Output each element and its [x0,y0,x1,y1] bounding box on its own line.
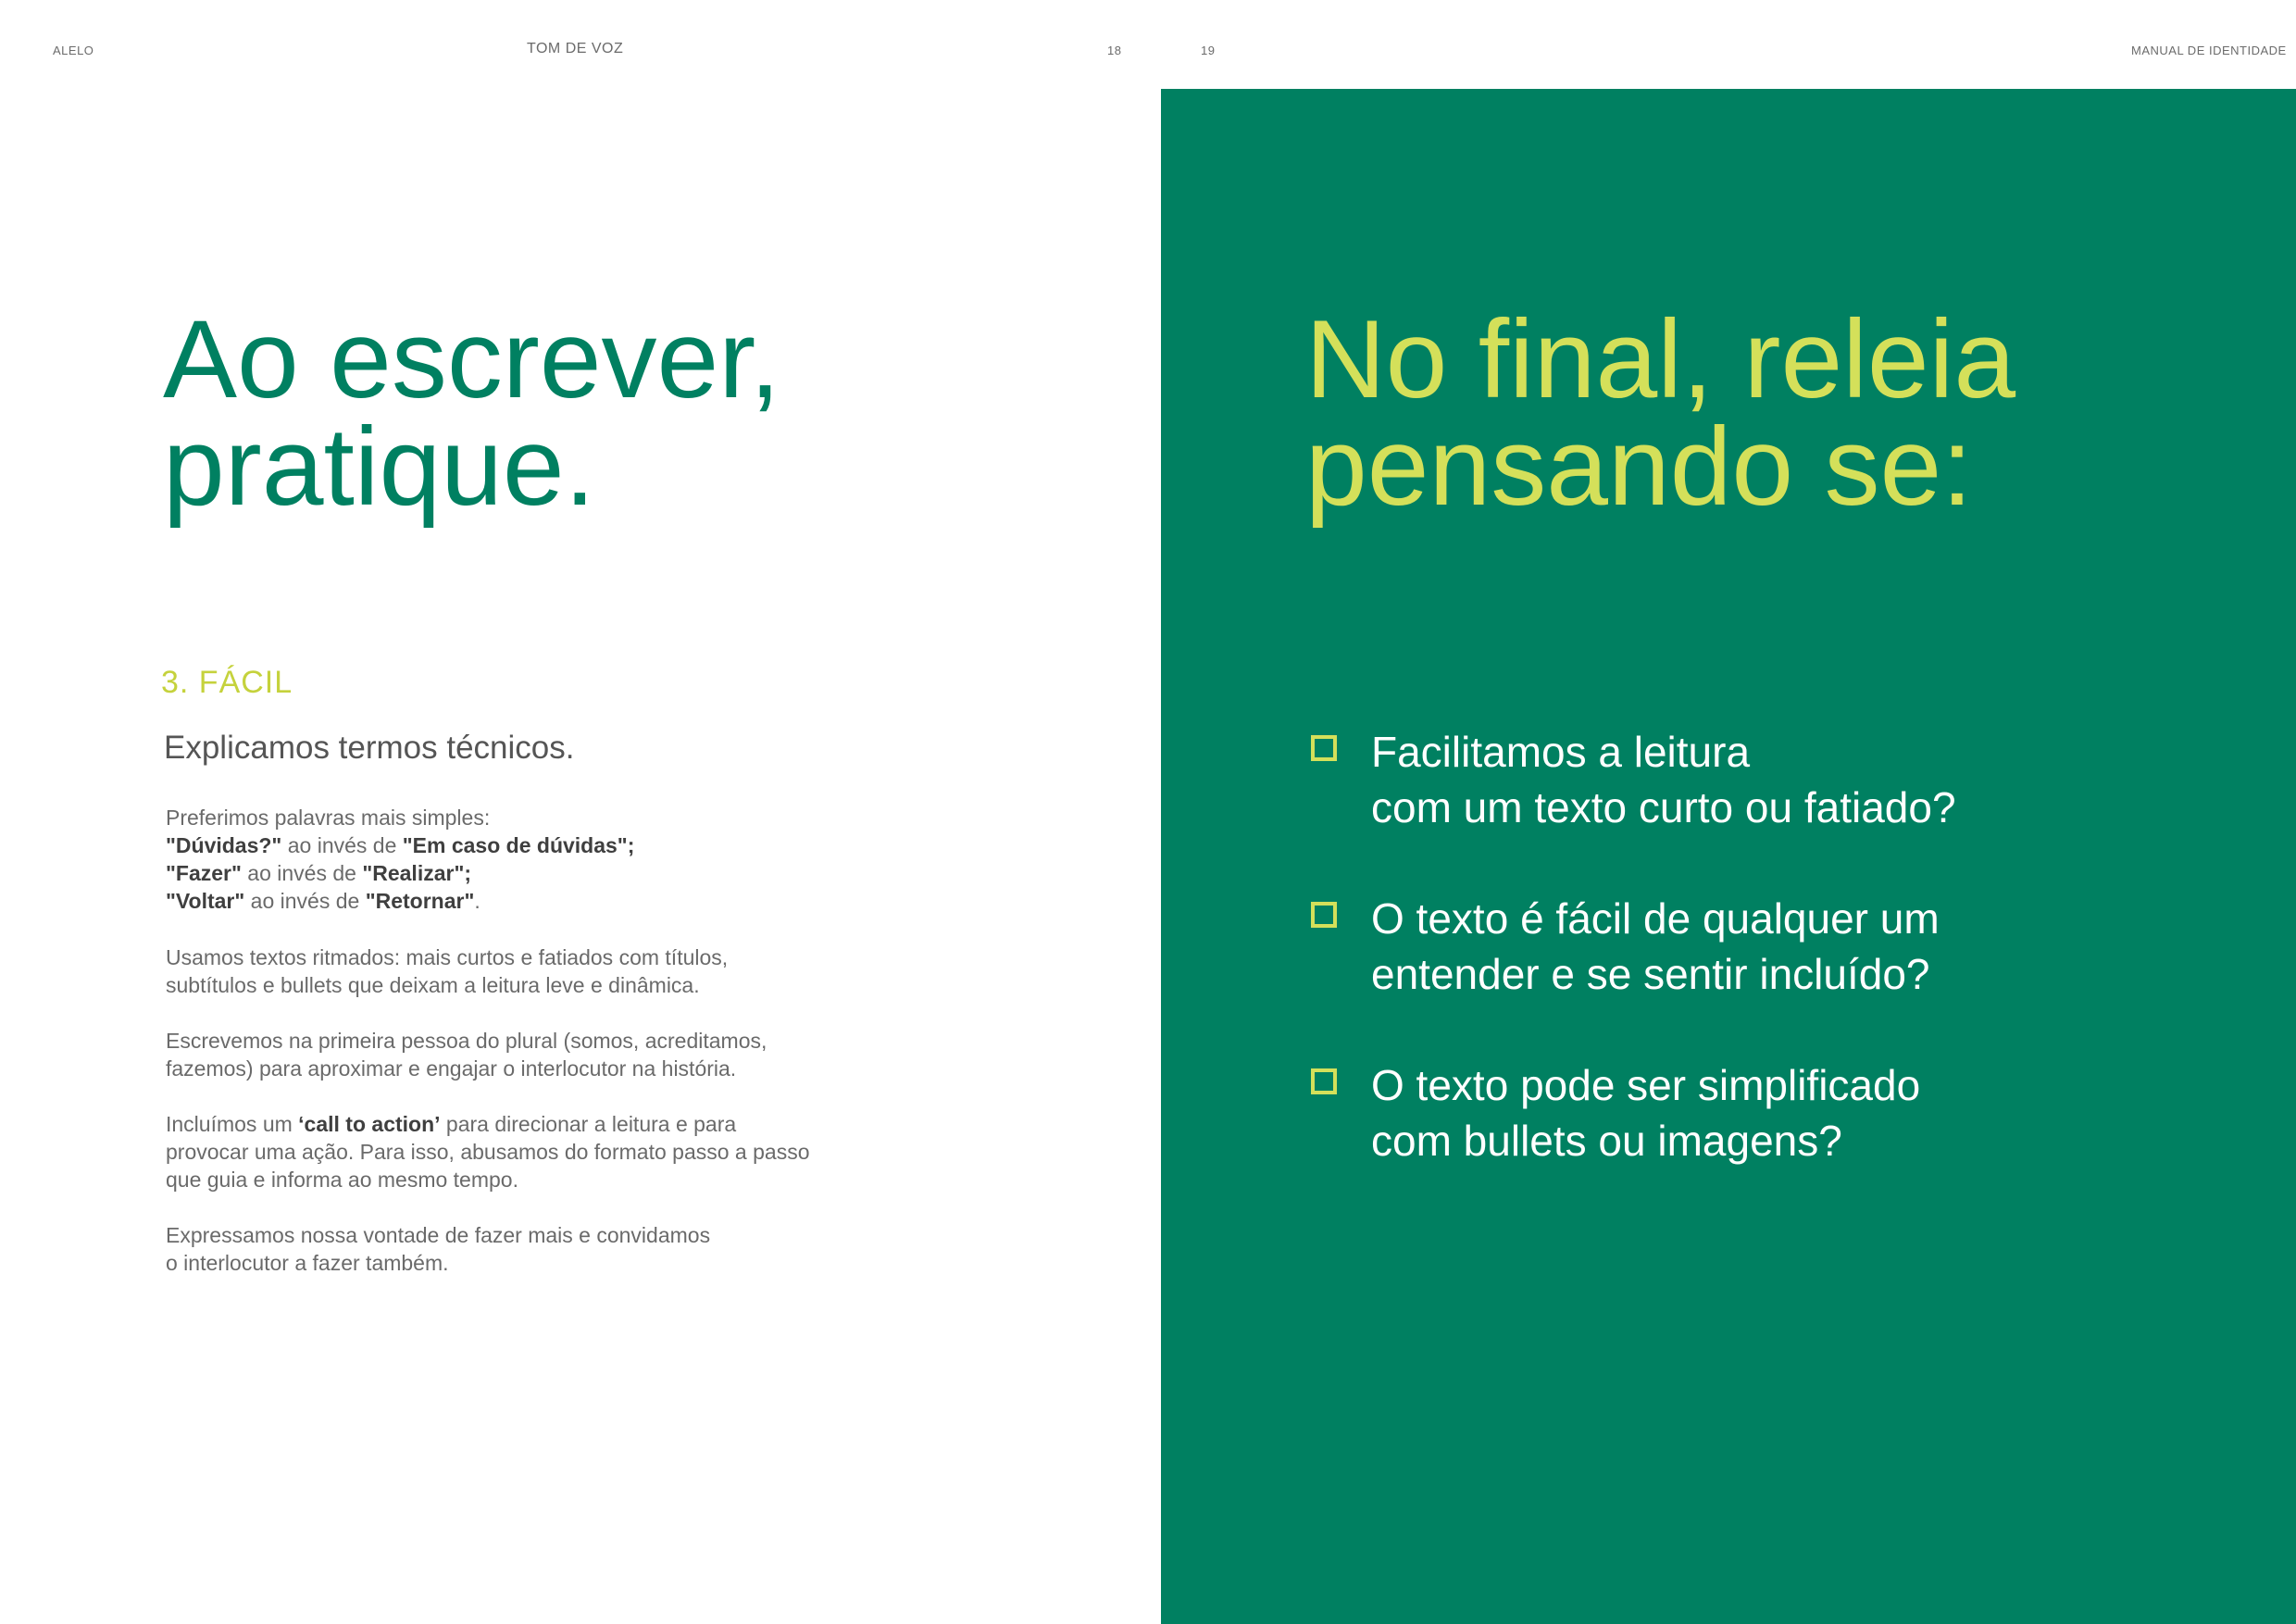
checkbox-icon [1311,902,1337,928]
example-punct: . [474,889,480,913]
paragraph-line: Escrevemos na primeira pessoa do plural (somos, acreditamos, [166,1029,767,1053]
paragraph-line: Preferimos palavras mais simples: [166,806,491,830]
example-term: "Dúvidas?" [166,833,282,857]
example-line [166,831,906,859]
paragraph-rhythm [166,943,906,999]
checklist-line: entender e se sentir incluído? [1371,950,1930,998]
manual-label: MANUAL DE IDENTIDADE [2131,44,2287,57]
paragraph-invite [166,1221,906,1277]
paragraph-line: o interlocutor a fazer também. [166,1251,449,1275]
paragraph-text: Incluímos um [166,1112,299,1136]
section-label: 3. FÁCIL [161,665,293,700]
checklist-text [1371,724,1956,835]
example-punct: ; [464,861,472,885]
checklist-text [1371,891,1940,1002]
example-line [166,859,906,887]
paragraph-line: provocar uma ação. Para isso, abusamos do formato passo a passo [166,1140,810,1164]
right-title-line-1: No final, releia [1305,297,2016,421]
left-title-line-2: pratique. [163,405,595,529]
paragraph-call-to-action [166,1110,906,1193]
checklist-line: Facilitamos a leitura [1371,728,1751,776]
call-to-action-term: ‘call to action’ [298,1112,441,1136]
paragraph-simple-words [166,804,906,915]
checkbox-icon [1311,735,1337,761]
page-number-left: 18 [1107,44,1122,57]
example-term: "Retornar" [365,889,475,913]
example-punct: ; [627,833,635,857]
checklist-line: O texto é fácil de qualquer um [1371,894,1940,943]
right-title [1305,297,2016,529]
paragraph-line: fazemos) para aproximar e engajar o interlocutor na história. [166,1056,737,1081]
example-line [166,887,906,915]
section-header: TOM DE VOZ [527,41,624,56]
example-term: "Realizar" [362,861,465,885]
example-term: "Voltar" [166,889,245,913]
paragraph-line: que guia e informa ao mesmo tempo. [166,1168,518,1192]
paragraph-text: para direcionar a leitura e para [440,1112,737,1136]
paragraph-line [166,1110,906,1138]
brand-label: ALELO [53,44,94,57]
example-connector: ao invés de [241,861,363,885]
paragraph-first-person [166,1027,906,1082]
paragraph-line: subtítulos e bullets que deixam a leitura leve e dinâmica. [166,973,700,997]
paragraph-line: Expressamos nossa vontade de fazer mais e convidamos [166,1223,711,1247]
example-term: "Em caso de dúvidas" [402,833,628,857]
left-title-line-1: Ao escrever, [163,297,780,421]
checklist-line: com um texto curto ou fatiado? [1371,783,1956,831]
example-term: "Fazer" [166,861,242,885]
checklist-line: com bullets ou imagens? [1371,1117,1842,1165]
page-number-right: 19 [1201,44,1216,57]
checklist-line: O texto pode ser simplificado [1371,1061,1921,1109]
checklist-text [1371,1057,1920,1168]
right-title-line-2: pensando se: [1305,405,1973,529]
paragraph-line: Usamos textos ritmados: mais curtos e fatiados com títulos, [166,945,729,969]
section-subtitle: Explicamos termos técnicos. [164,730,575,766]
example-connector: ao invés de [281,833,403,857]
left-title [163,297,780,529]
checkbox-icon [1311,1068,1337,1094]
example-connector: ao invés de [244,889,366,913]
